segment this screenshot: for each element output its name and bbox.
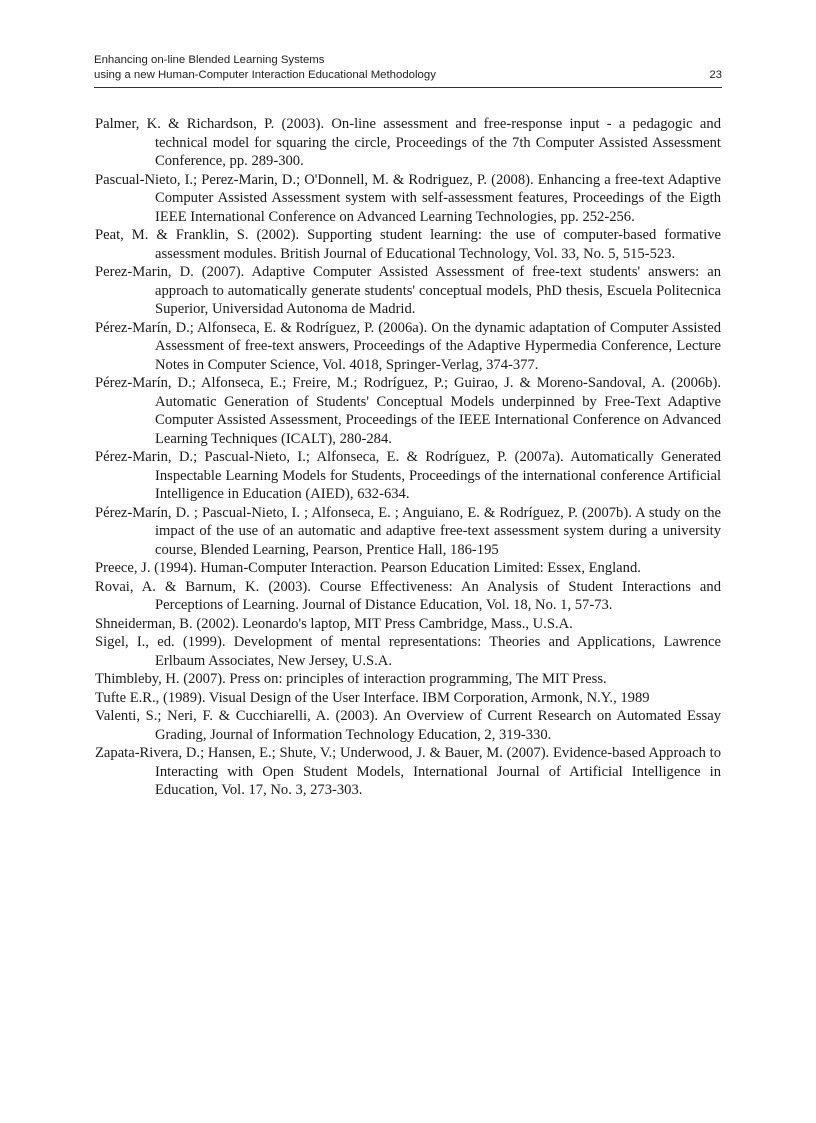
reference-entry: Tufte E.R., (1989). Visual Design of the User Interface. IBM Corporation, Armonk, N.Y., 1989 (95, 689, 650, 706)
header-title-line-1: Enhancing on-line Blended Learning Systems (94, 54, 325, 66)
reference-list (95, 115, 721, 800)
reference-entry: Preece, J. (1994). Human-Computer Interaction. Pearson Education Limited: Essex, England. (95, 560, 641, 576)
reference-entry: Thimbleby, H. (2007). Press on: principles of interaction programming, The MIT Press. (95, 671, 607, 687)
reference-entry: Shneiderman, B. (2002). Leonardo's laptop, MIT Press Cambridge, Mass., U.S.A. (95, 615, 573, 632)
reference-entry: Rovai, A. & Barnum, K. (2003). Course Effectiveness: An Analysis of Student Interactions and Perceptions of Learning. Journal of Distance Education, Vol. 18, No. 1, 57-73. (95, 578, 721, 613)
reference-entry: Sigel, I., ed. (1999). Development of mental representations: Theories and Applications, Lawrence Erlbaum Associates, New Jersey, U.S.A. (95, 634, 721, 669)
reference-entry: Pascual-Nieto, I.; Perez-Marin, D.; O'Donnell, M. & Rodriguez, P. (2008). Enhancing a free-text Adaptive Computer Assisted Assessment system with self-assessment features, Proceedings of the Eigth IEEE International Conference on Advanced Learning Technologies, pp. 252-256. (95, 171, 721, 225)
reference-entry: Pérez-Marin, D.; Pascual-Nieto, I.; Alfonseca, E. & Rodríguez, P. (2007a). Automatically Generated Inspectable Learning Models for Students, Proceedings of the international conference Artificial Intelligence in Education (AIED), 632-634. (95, 449, 721, 502)
reference-entry: Pérez-Marín, D.; Alfonseca, E. & Rodríguez, P. (2006a). On the dynamic adaptation of Computer Assisted Assessment of free-text answers, Proceedings of the Adaptive Hypermedia Conference, Lecture Notes in Computer Science, Vol. 4018, Springer-Verlag, 374-377. (95, 319, 721, 373)
reference-entry: Valenti, S.; Neri, F. & Cucchiarelli, A. (2003). An Overview of Current Research on Automated Essay Grading, Journal of Information Technology Education, 2, 319-330. (95, 708, 721, 743)
reference-entry: Zapata-Rivera, D.; Hansen, E.; Shute, V.; Underwood, J. & Bauer, M. (2007). Evidence-based Approach to Interacting with Open Student Models, International Journal of Artificial Intelligence in Education, Vol. 17, No. 3, 273-303. (95, 745, 721, 798)
page-number: 23 (709, 69, 722, 81)
header-divider (94, 87, 722, 88)
reference-entry: Perez-Marin, D. (2007). Adaptive Computer Assisted Assessment of free-text students' answers: an approach to automatically generate students' conceptual models, PhD thesis, Escuela Politecnica Superior, Universidad Autonoma de Madrid. (95, 264, 721, 317)
reference-entry: Peat, M. & Franklin, S. (2002). Supporting student learning: the use of computer-based formative assessment modules. British Journal of Educational Technology, Vol. 33, No. 5, 515-523. (95, 227, 721, 262)
running-header (94, 53, 722, 83)
header-title-line-2: using a new Human-Computer Interaction Educational Methodology (94, 69, 436, 81)
header-row (94, 68, 722, 83)
reference-entry: Palmer, K. & Richardson, P. (2003). On-line assessment and free-response input - a pedagogic and technical model for squaring the circle, Proceedings of the 7th Computer Assisted Assessment Conference, pp. 289-300. (95, 116, 721, 169)
reference-entry: Pérez-Marín, D.; Alfonseca, E.; Freire, M.; Rodríguez, P.; Guirao, J. & Moreno-Sandoval, A. (2006b). Automatic Generation of Students' Conceptual Models underpinned by Free-Text Adaptive Computer Assisted Assessment, Proceedings of the IEEE International Conference on Advanced Learning Techniques (ICALT), 280-284. (95, 375, 721, 447)
reference-entry: Pérez-Marín, D. ; Pascual-Nieto, I. ; Alfonseca, E. ; Anguiano, E. & Rodríguez, P. (2007b). A study on the impact of the use of an automatic and adaptive free-text assessment system during a university course, Blended Learning, Pearson, Prentice Hall, 186-195 (95, 504, 721, 558)
